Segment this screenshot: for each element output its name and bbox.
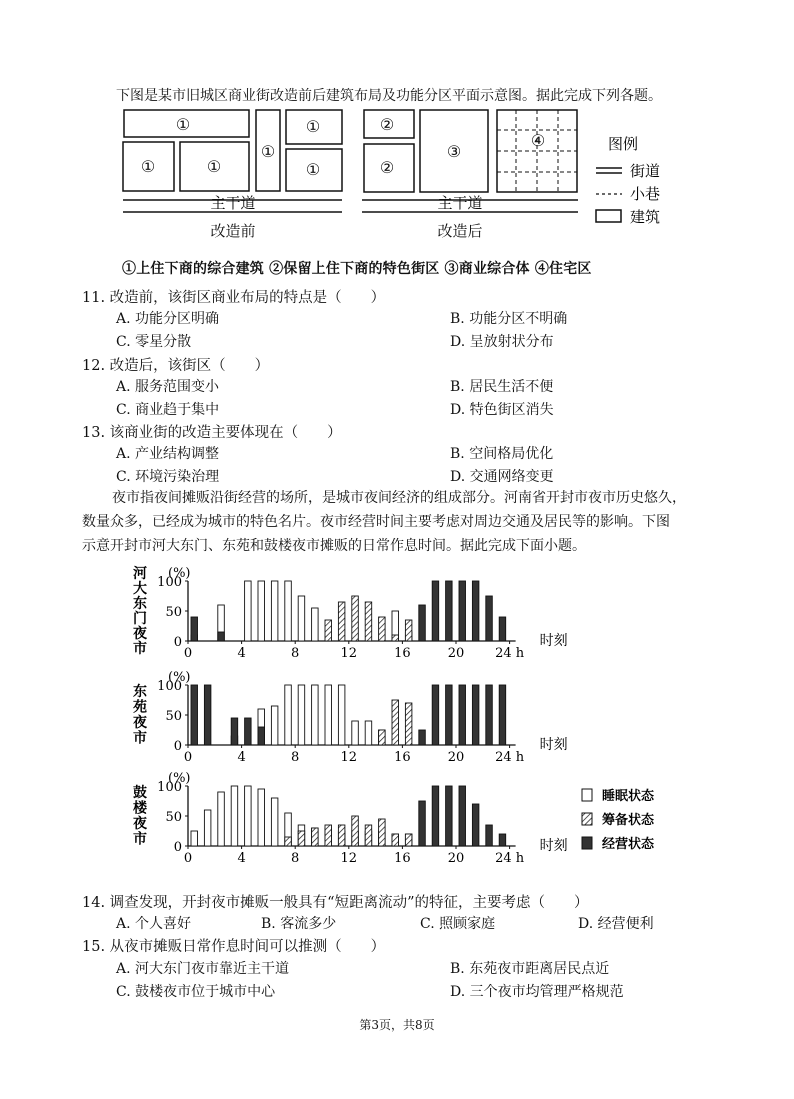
prep-bar bbox=[405, 834, 412, 846]
x-tick-label: 16 bbox=[394, 646, 411, 661]
question-14-stem: 14. 调查发现，开封夜市摊贩一般具有“短距离流动”的特征，主要考虑（ ） bbox=[82, 895, 589, 911]
prep-bar bbox=[405, 620, 412, 641]
question-15-option-d[interactable]: D. 三个夜市均管理严格规范 bbox=[450, 984, 624, 1000]
question-13-option-d[interactable]: D. 交通网络变更 bbox=[450, 469, 554, 485]
question-14-option-c[interactable]: C. 照顾家庭 bbox=[420, 916, 496, 932]
business-bar bbox=[472, 804, 479, 846]
prep-bar bbox=[365, 602, 372, 641]
x-tick-label: 12 bbox=[340, 750, 358, 765]
business-bar bbox=[486, 596, 493, 641]
legend-swatch bbox=[582, 813, 592, 825]
question-15-option-b[interactable]: B. 东苑夜市距离居民点近 bbox=[450, 961, 610, 977]
prep-bar bbox=[325, 620, 332, 641]
chart-title-char: 夜 bbox=[133, 626, 147, 642]
legend-street: 街道 bbox=[630, 162, 661, 180]
question-11-option-a[interactable]: A. 功能分区明确 bbox=[116, 311, 220, 327]
question-15-option-c[interactable]: C. 鼓楼夜市位于城市中心 bbox=[116, 984, 276, 1000]
question-11-stem: 11. 改造前，该街区商业布局的特点是（ ） bbox=[82, 290, 386, 306]
layout-diagram bbox=[110, 104, 690, 254]
prep-bar bbox=[352, 596, 359, 641]
y-tick-label: 0 bbox=[173, 739, 182, 754]
business-bar bbox=[419, 730, 426, 745]
legend-building: 建筑 bbox=[630, 208, 661, 226]
business-bar bbox=[459, 786, 466, 846]
business-bar bbox=[486, 825, 493, 846]
x-tick-label: 16 bbox=[394, 750, 411, 765]
intro-paragraph-2-line-2: 数量众多，已经成为城市的特色名片。夜市经营时间主要考虑对周边交通及居民等的影响。下图 bbox=[82, 514, 670, 530]
x-tick-label: 24 h bbox=[495, 851, 525, 866]
prep-bar bbox=[379, 730, 386, 745]
sleep-bar bbox=[285, 685, 292, 745]
intro-paragraph-2-line-1: 夜市指夜间摊贩沿街经营的场所，是城市夜间经济的组成部分。河南省开封市夜市历史悠久， bbox=[112, 490, 686, 506]
chart-title-char: 鼓 bbox=[133, 785, 147, 801]
prep-bar bbox=[392, 635, 399, 641]
y-tick-label: 0 bbox=[173, 635, 182, 650]
x-tick-label: 24 h bbox=[495, 750, 525, 765]
sleep-bar bbox=[338, 685, 345, 745]
chart-title-char: 市 bbox=[133, 641, 147, 657]
marker-3: ③ bbox=[446, 142, 462, 161]
sleep-bar bbox=[191, 831, 198, 846]
business-bar bbox=[432, 685, 439, 745]
question-15-stem: 15. 从夜市摊贩日常作息时间可以推测（ ） bbox=[82, 939, 386, 955]
legend-swatch bbox=[582, 789, 592, 801]
x-axis-label: 时刻 bbox=[539, 737, 568, 753]
y-tick-label: 100 bbox=[157, 575, 182, 590]
business-bar bbox=[258, 727, 265, 745]
legend-label: 经营状态 bbox=[602, 837, 655, 852]
chart-title-char: 门 bbox=[133, 611, 147, 627]
y-axis-unit: (%) bbox=[168, 771, 191, 786]
question-13-option-c[interactable]: C. 环境污染治理 bbox=[116, 469, 220, 485]
road-label-after: 主干道 bbox=[437, 194, 483, 212]
sleep-bar bbox=[258, 789, 265, 846]
sleep-bar bbox=[352, 721, 359, 745]
question-14-option-a[interactable]: A. 个人喜好 bbox=[116, 916, 192, 932]
y-axis-unit: (%) bbox=[168, 670, 191, 685]
y-tick-label: 0 bbox=[173, 840, 182, 855]
sleep-bar bbox=[298, 596, 305, 641]
marker-2: ② bbox=[379, 158, 395, 177]
sleep-bar bbox=[271, 581, 278, 641]
business-bar bbox=[245, 718, 252, 745]
chart-title-char: 楼 bbox=[133, 800, 147, 817]
chart-title-char: 东 bbox=[133, 684, 147, 700]
question-13-stem: 13. 该商业街的改造主要体现在（ ） bbox=[82, 425, 342, 441]
y-tick-label: 100 bbox=[157, 679, 182, 694]
prep-bar bbox=[298, 831, 305, 846]
business-bar bbox=[472, 581, 479, 641]
x-tick-label: 12 bbox=[340, 851, 358, 866]
prep-bar bbox=[338, 825, 345, 846]
sleep-bar bbox=[325, 685, 332, 745]
x-axis-label: 时刻 bbox=[539, 633, 568, 649]
business-bar bbox=[231, 718, 238, 745]
business-bar bbox=[191, 685, 198, 745]
business-bar bbox=[191, 617, 198, 641]
sleep-bar bbox=[312, 685, 319, 745]
x-tick-label: 0 bbox=[183, 851, 193, 866]
sleep-bar bbox=[365, 721, 372, 745]
main-roads bbox=[123, 200, 578, 212]
sleep-bar bbox=[271, 706, 278, 745]
building-after-4 bbox=[497, 110, 577, 192]
caption-after: 改造后 bbox=[437, 222, 483, 240]
y-axis-unit: (%) bbox=[168, 566, 191, 581]
x-tick-label: 20 bbox=[447, 851, 465, 866]
night-market-charts bbox=[120, 565, 680, 870]
question-12-option-d[interactable]: D. 特色街区消失 bbox=[450, 402, 554, 418]
business-bar bbox=[499, 834, 506, 846]
sleep-bar bbox=[218, 792, 225, 846]
business-bar bbox=[204, 685, 211, 745]
chart-title-char: 市 bbox=[133, 831, 147, 848]
lanes bbox=[497, 110, 577, 192]
legend-lane: 小巷 bbox=[630, 185, 661, 203]
y-tick-label: 50 bbox=[165, 810, 182, 825]
x-tick-label: 8 bbox=[291, 646, 300, 661]
prep-bar bbox=[325, 825, 332, 846]
prep-bar bbox=[365, 825, 372, 846]
caption-before: 改造前 bbox=[210, 222, 256, 240]
x-axis-label: 时刻 bbox=[539, 838, 568, 854]
sleep-bar bbox=[245, 786, 252, 846]
chart-title-char: 大 bbox=[133, 581, 147, 597]
chart-title-char: 东 bbox=[133, 596, 147, 612]
x-tick-label: 20 bbox=[447, 750, 465, 765]
x-tick-label: 8 bbox=[291, 750, 300, 765]
y-tick-label: 50 bbox=[165, 605, 182, 620]
x-tick-label: 4 bbox=[237, 646, 246, 661]
x-tick-label: 12 bbox=[340, 646, 358, 661]
legend-title: 图例 bbox=[608, 135, 639, 153]
business-bar bbox=[446, 685, 453, 745]
business-bar bbox=[419, 801, 426, 846]
chart-title-char: 夜 bbox=[133, 715, 147, 731]
question-11-option-d[interactable]: D. 呈放射状分布 bbox=[450, 334, 554, 350]
marker-1: ① bbox=[305, 117, 321, 136]
prep-bar bbox=[379, 819, 386, 846]
intro-paragraph-1: 下图是某市旧城区商业街改造前后建筑布局及功能分区平面示意图。据此完成下列各题。 bbox=[116, 88, 662, 104]
business-bar bbox=[472, 685, 479, 745]
sleep-bar bbox=[285, 581, 292, 641]
marker-2: ② bbox=[379, 115, 395, 134]
diagram-legend bbox=[596, 135, 660, 226]
question-15-option-a[interactable]: A. 河大东门夜市靠近主干道 bbox=[116, 961, 290, 977]
business-bar bbox=[459, 581, 466, 641]
question-12-stem: 12. 改造后，该街区（ ） bbox=[82, 358, 270, 374]
sleep-bar bbox=[231, 786, 238, 846]
business-bar bbox=[446, 581, 453, 641]
question-13-option-a[interactable]: A. 产业结构调整 bbox=[116, 446, 220, 462]
chart-title-char: 市 bbox=[133, 730, 147, 747]
x-tick-label: 4 bbox=[237, 851, 246, 866]
chart-title-char: 苑 bbox=[133, 699, 147, 716]
x-tick-label: 8 bbox=[291, 851, 300, 866]
x-tick-label: 4 bbox=[237, 750, 246, 765]
question-12-option-a[interactable]: A. 服务范围变小 bbox=[116, 379, 220, 395]
sleep-bar bbox=[312, 608, 319, 641]
x-tick-label: 0 bbox=[183, 646, 193, 661]
business-bar bbox=[432, 786, 439, 846]
legend-swatch bbox=[582, 837, 592, 849]
business-bar bbox=[499, 617, 506, 641]
question-12-option-b[interactable]: B. 居民生活不便 bbox=[450, 379, 554, 395]
chart-title-char: 河 bbox=[133, 566, 147, 582]
question-11-option-c[interactable]: C. 零星分散 bbox=[116, 334, 192, 350]
sleep-bar bbox=[271, 798, 278, 846]
business-bar bbox=[459, 685, 466, 745]
x-tick-label: 24 h bbox=[495, 646, 525, 661]
chart-title-char: 夜 bbox=[133, 816, 147, 832]
prep-bar bbox=[312, 828, 319, 846]
sleep-bar bbox=[298, 685, 305, 745]
sleep-bar bbox=[258, 581, 265, 641]
x-tick-label: 16 bbox=[394, 851, 411, 866]
question-12-option-c[interactable]: C. 商业趋于集中 bbox=[116, 402, 220, 418]
business-bar bbox=[218, 632, 225, 641]
x-tick-label: 20 bbox=[447, 646, 465, 661]
diagram-notes: ①上住下商的综合建筑 ②保留上住下商的特色街区 ③商业综合体 ④住宅区 bbox=[122, 261, 592, 277]
business-bar bbox=[432, 581, 439, 641]
marker-4: ④ bbox=[530, 131, 546, 150]
sleep-bar bbox=[204, 810, 211, 846]
prep-bar bbox=[405, 703, 412, 745]
legend-label: 睡眠状态 bbox=[602, 789, 655, 804]
y-tick-label: 100 bbox=[157, 780, 182, 795]
prep-bar bbox=[352, 816, 359, 846]
legend-label: 筹备状态 bbox=[602, 813, 655, 828]
business-bar bbox=[446, 786, 453, 846]
marker-1: ① bbox=[305, 160, 321, 179]
page-footer: 第3页，共8页 bbox=[359, 1018, 435, 1032]
marker-1: ① bbox=[140, 157, 156, 176]
marker-1: ① bbox=[175, 115, 191, 134]
prep-bar bbox=[392, 700, 399, 745]
business-bar bbox=[486, 685, 493, 745]
y-tick-label: 50 bbox=[165, 709, 182, 724]
question-14-option-b[interactable]: B. 客流多少 bbox=[261, 916, 337, 932]
marker-1: ① bbox=[206, 157, 222, 176]
road-label-before: 主干道 bbox=[210, 194, 256, 212]
question-11-option-b[interactable]: B. 功能分区不明确 bbox=[450, 311, 568, 327]
prep-bar bbox=[392, 834, 399, 846]
business-bar bbox=[419, 605, 426, 641]
business-bar bbox=[499, 685, 506, 745]
marker-1: ① bbox=[260, 142, 276, 161]
sleep-bar bbox=[245, 581, 252, 641]
question-14-option-d[interactable]: D. 经营便利 bbox=[578, 916, 654, 932]
question-13-option-b[interactable]: B. 空间格局优化 bbox=[450, 446, 554, 462]
intro-paragraph-2-line-3: 示意开封市河大东门、东苑和鼓楼夜市摊贩的日常作息时间。据此完成下面小题。 bbox=[82, 538, 586, 554]
prep-bar bbox=[338, 602, 345, 641]
prep-bar bbox=[285, 837, 292, 846]
prep-bar bbox=[379, 617, 386, 641]
x-tick-label: 0 bbox=[183, 750, 193, 765]
